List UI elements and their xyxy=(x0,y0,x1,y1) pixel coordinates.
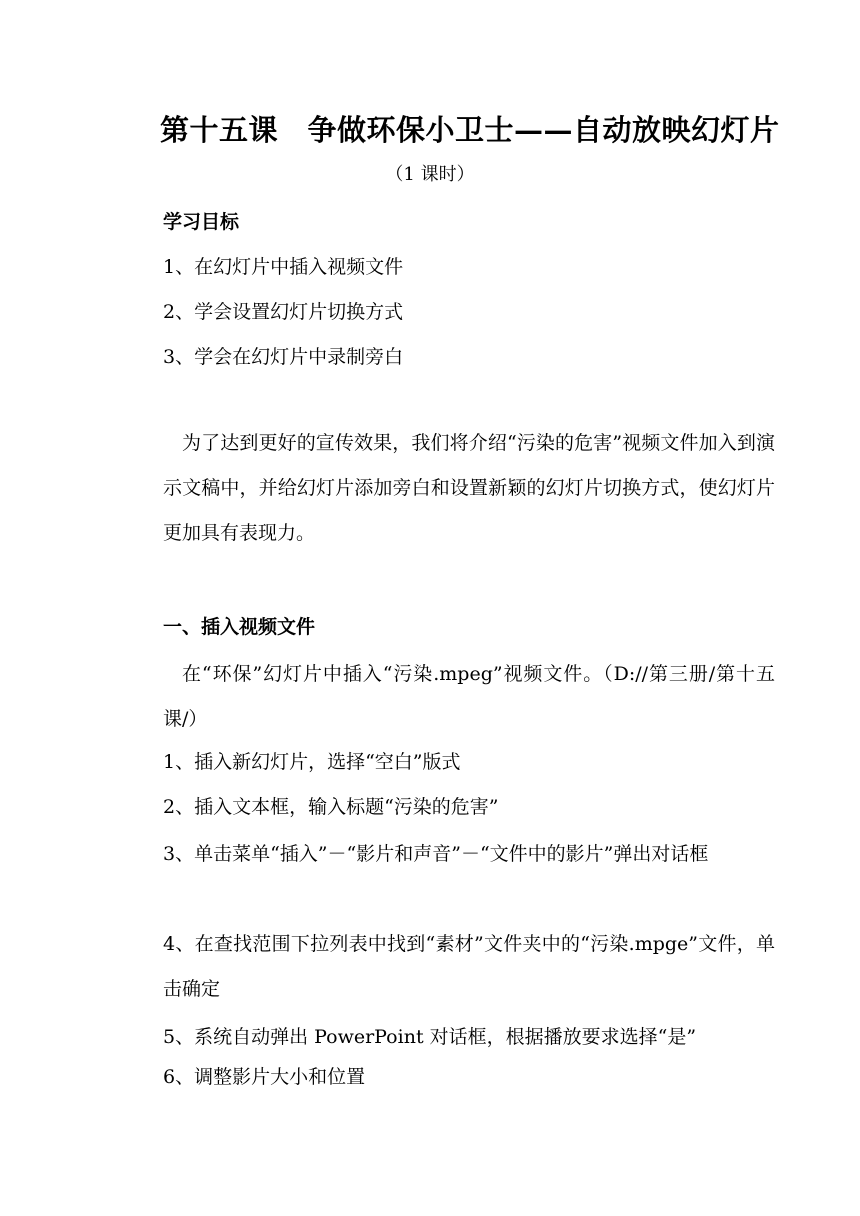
intro-paragraph: 为了达到更好的宣传效果，我们将介绍“污染的危害”视频文件加入到演示文稿中，并给幻灯片添加旁白和设置新颖的幻灯片切换方式，使幻灯片更加具有表现力。 xyxy=(163,432,775,544)
step-item: 3、单击菜单“插入”－“影片和声音”－“文件中的影片”弹出对话框 xyxy=(163,843,709,865)
step-item: 4、在查找范围下拉列表中找到“素材”文件夹中的“污染.mpge”文件，单击确定 xyxy=(163,933,775,1000)
step-item: 6、调整影片大小和位置 xyxy=(163,1066,366,1088)
section1-heading: 一、插入视频文件 xyxy=(163,616,316,638)
step-item: 1、插入新幻灯片，选择“空白”版式 xyxy=(163,751,461,773)
objective-item: 1、在幻灯片中插入视频文件 xyxy=(163,256,404,278)
section1-lead: 在“环保”幻灯片中插入“污染.mpeg”视频文件。（D://第三册/第十五课/） xyxy=(163,663,775,730)
lesson-duration: （1 课时） xyxy=(385,164,475,185)
step-item: 2、插入文本框，输入标题“污染的危害” xyxy=(163,796,499,818)
objective-item: 2、学会设置幻灯片切换方式 xyxy=(163,301,404,323)
step-item: 5、系统自动弹出 PowerPoint 对话框，根据播放要求选择“是” xyxy=(163,1026,697,1048)
objective-item: 3、学会在幻灯片中录制旁白 xyxy=(163,346,404,368)
lesson-title: 第十五课 争做环保小卫士——自动放映幻灯片 xyxy=(160,113,780,147)
objectives-heading: 学习目标 xyxy=(163,211,240,233)
